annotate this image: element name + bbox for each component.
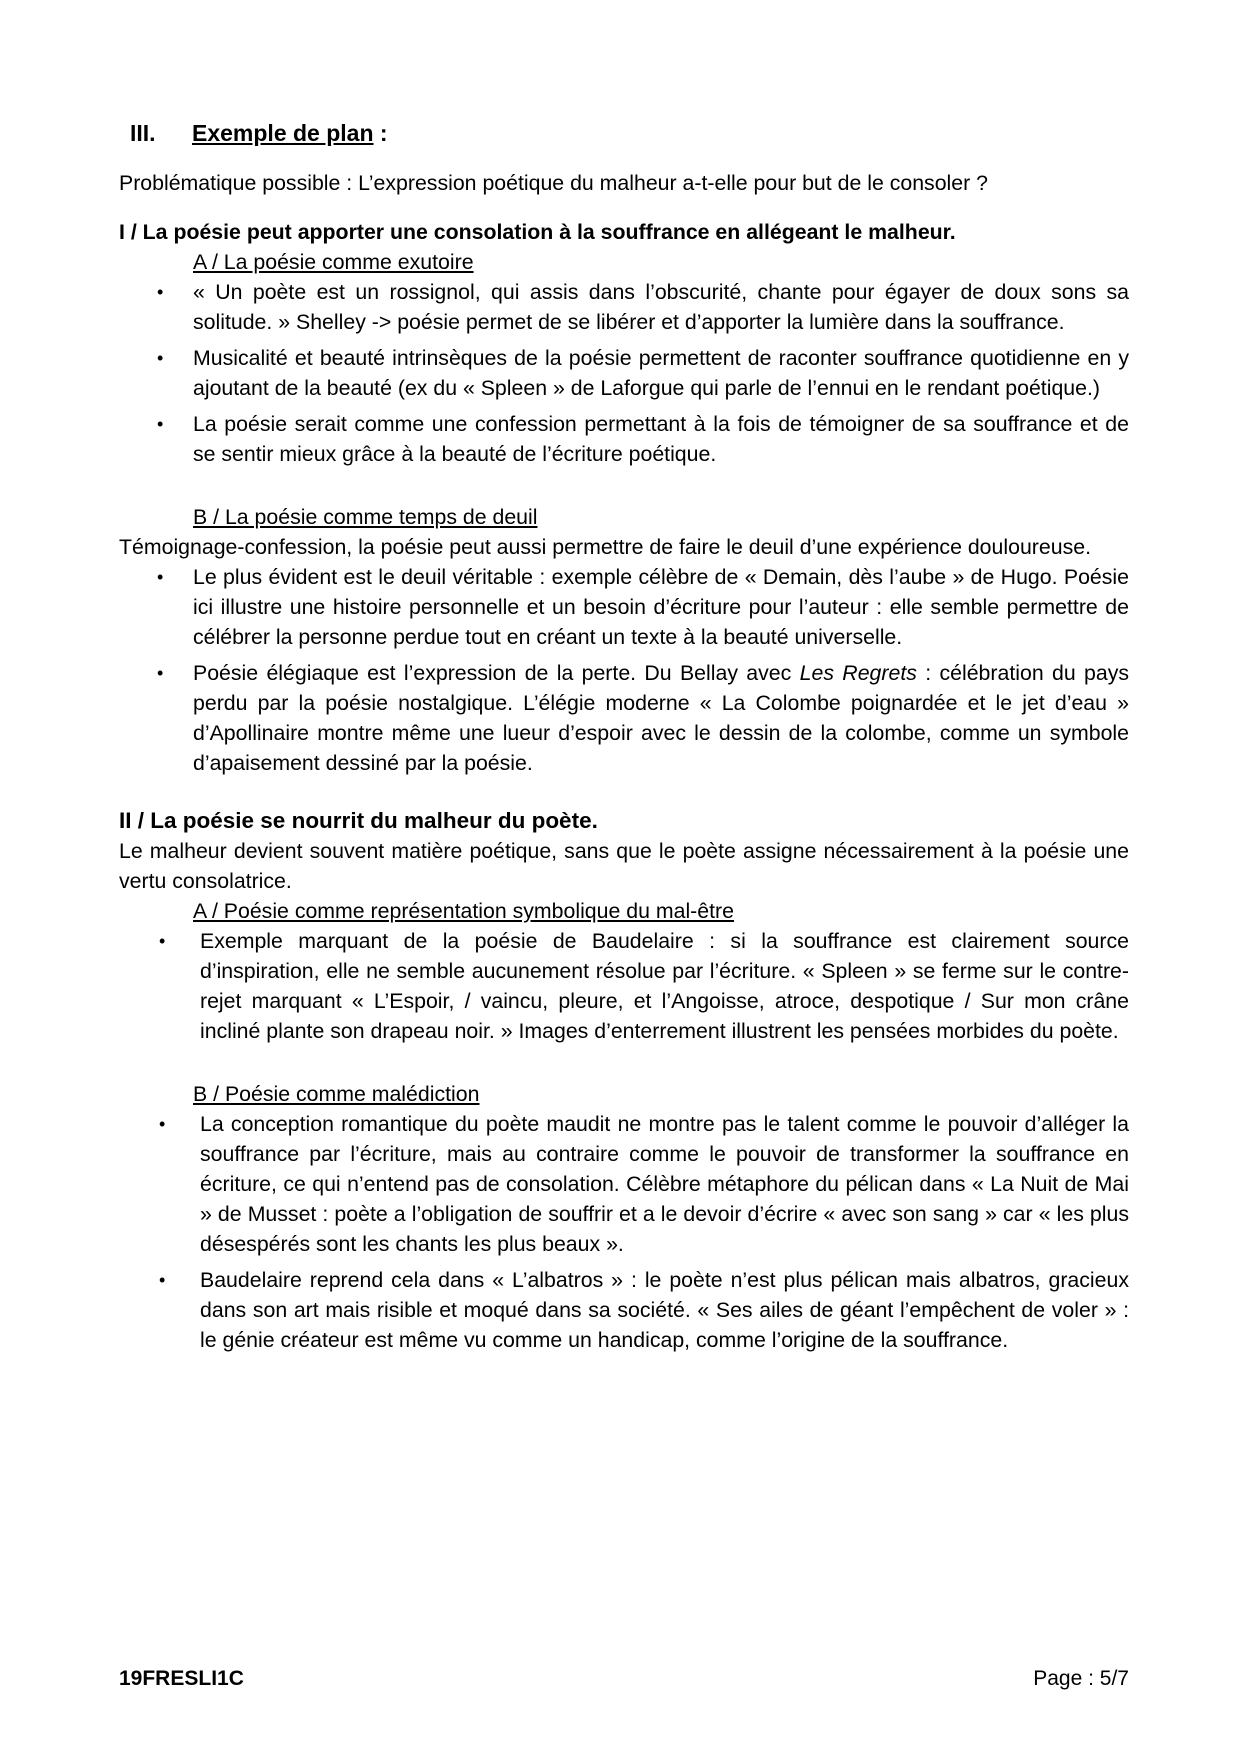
list-item	[119, 1109, 1129, 1259]
list-item	[119, 1265, 1129, 1355]
list-item-text: Exemple marquant de la poésie de Baudelaire : si la souffrance est clairement source d’inspiration, elle ne semble aucunement résolue par l’écriture. « Spleen » se ferme sur le contre-rejet marquant « L’Espoir, / vaincu, pleure, et l’Angoisse, atroce, despotique / Sur mon crâne incliné plante son drapeau noir. » Images d’enterrement illustrent les pensées morbides du poète.	[200, 929, 1129, 1043]
problematique: Problématique possible : L’expression poétique du malheur a-t-elle pour but de le consoler ?	[119, 171, 988, 195]
list-item-text: « Un poète est un rossignol, qui assis dans l’obscurité, chante pour égayer de doux sons sa solitude. » Shelley -> poésie permet de se libérer et d’apporter la lumière dans la souffrance.	[193, 280, 1129, 334]
section-heading	[130, 118, 1129, 148]
list-item-text: Le plus évident est le deuil véritable : exemple célèbre de « Demain, dès l’aube » de Hugo. Poésie ici illustre une histoire personnelle et un besoin d’écriture pour l’auteur : elle semble permettre de célébrer la personne perdue tout en créant un texte à la beauté universelle.	[193, 565, 1129, 649]
bullet-icon: •	[159, 1114, 166, 1134]
bullet-icon: •	[157, 663, 164, 683]
bullet-icon: •	[157, 348, 164, 368]
page-number: Page : 5/7	[1033, 1667, 1129, 1690]
book-title-italic: Les Regrets	[799, 661, 917, 685]
part1-subB-intro: Témoignage-confession, la poésie peut aussi permettre de faire le deuil d’une expérience douloureuse.	[119, 535, 1091, 559]
part1-subB-title: B / La poésie comme temps de deuil	[193, 505, 538, 529]
list-item-text: La poésie serait comme une confession permettant à la fois de témoigner de sa souffrance et de se sentir mieux grâce à la beauté de l’écriture poétique.	[193, 412, 1129, 466]
bullet-icon: •	[157, 282, 164, 302]
page-content	[119, 118, 1129, 1361]
section-colon: :	[373, 120, 388, 146]
list-item	[119, 409, 1129, 469]
list-item	[119, 658, 1129, 778]
list-item	[119, 277, 1129, 337]
list-item-text: Musicalité et beauté intrinsèques de la poésie permettent de raconter souffrance quotidienne en y ajoutant de la beauté (ex du « Spleen » de Laforgue qui parle de l’ennui en le rendant poétique.)	[193, 346, 1129, 400]
list-item	[119, 926, 1129, 1046]
part2-subA-title: A / Poésie comme représentation symbolique du mal-être	[193, 899, 734, 923]
part2-title: II / La poésie se nourrit du malheur du poète.	[119, 808, 598, 833]
part1-subA-title: A / La poésie comme exutoire	[193, 250, 474, 274]
section-title: Exemple de plan	[192, 120, 374, 146]
list-item-text: Baudelaire reprend cela dans « L’albatros » : le poète n’est plus pélican mais albatros, gracieux dans son art mais risible et moqué dans sa société. « Ses ailes de géant l’empêchent de voler » : le génie créateur est même vu comme un handicap, comme l’origine de la souffrance.	[200, 1268, 1129, 1352]
list-item	[119, 343, 1129, 403]
bullet-icon: •	[159, 1270, 166, 1290]
part2-subA-list	[119, 926, 1129, 1046]
bullet-icon: •	[157, 567, 164, 587]
section-number: III.	[130, 120, 156, 146]
part1-subB-list	[119, 562, 1129, 778]
spacer	[119, 475, 1129, 502]
list-item-text: La conception romantique du poète maudit ne montre pas le talent comme le pouvoir d’alléger la souffrance par l’écriture, mais au contraire comme le pouvoir de transformer la souffrance en écriture, ce qui n’entend pas de consolation. Célèbre métaphore du pélican dans « La Nuit de Mai » de Musset : poète a l’obligation de souffrir et a le devoir d’écrire « avec son sang » car « les plus désespérés sont les chants les plus beaux ».	[200, 1112, 1129, 1256]
spacer	[119, 784, 1129, 806]
bullet-icon: •	[157, 414, 164, 434]
exam-code: 19FRESLI1C	[119, 1667, 244, 1690]
bullet-icon: •	[159, 931, 166, 951]
list-item	[119, 562, 1129, 652]
part2-subB-list	[119, 1109, 1129, 1355]
part2-intro: Le malheur devient souvent matière poétique, sans que le poète assigne nécessairement à la poésie une vertu consolatrice.	[119, 839, 1129, 893]
spacer	[119, 1052, 1129, 1079]
part1-title: I / La poésie peut apporter une consolation à la souffrance en allégeant le malheur.	[119, 220, 956, 244]
list-item-text: : célébration du pays perdu par la poésie nostalgique. L’élégie moderne « La Colombe poignardée et le jet d’eau » d’Apollinaire montre même une lueur d’espoir avec le dessin de la colombe, comme un symbole d’apaisement dessiné par la poésie.	[193, 661, 1130, 775]
part1-subA-list	[119, 277, 1129, 469]
part2-subB-title: B / Poésie comme malédiction	[193, 1082, 480, 1106]
list-item-text: Poésie élégiaque est l’expression de la perte. Du Bellay avec	[193, 661, 800, 685]
